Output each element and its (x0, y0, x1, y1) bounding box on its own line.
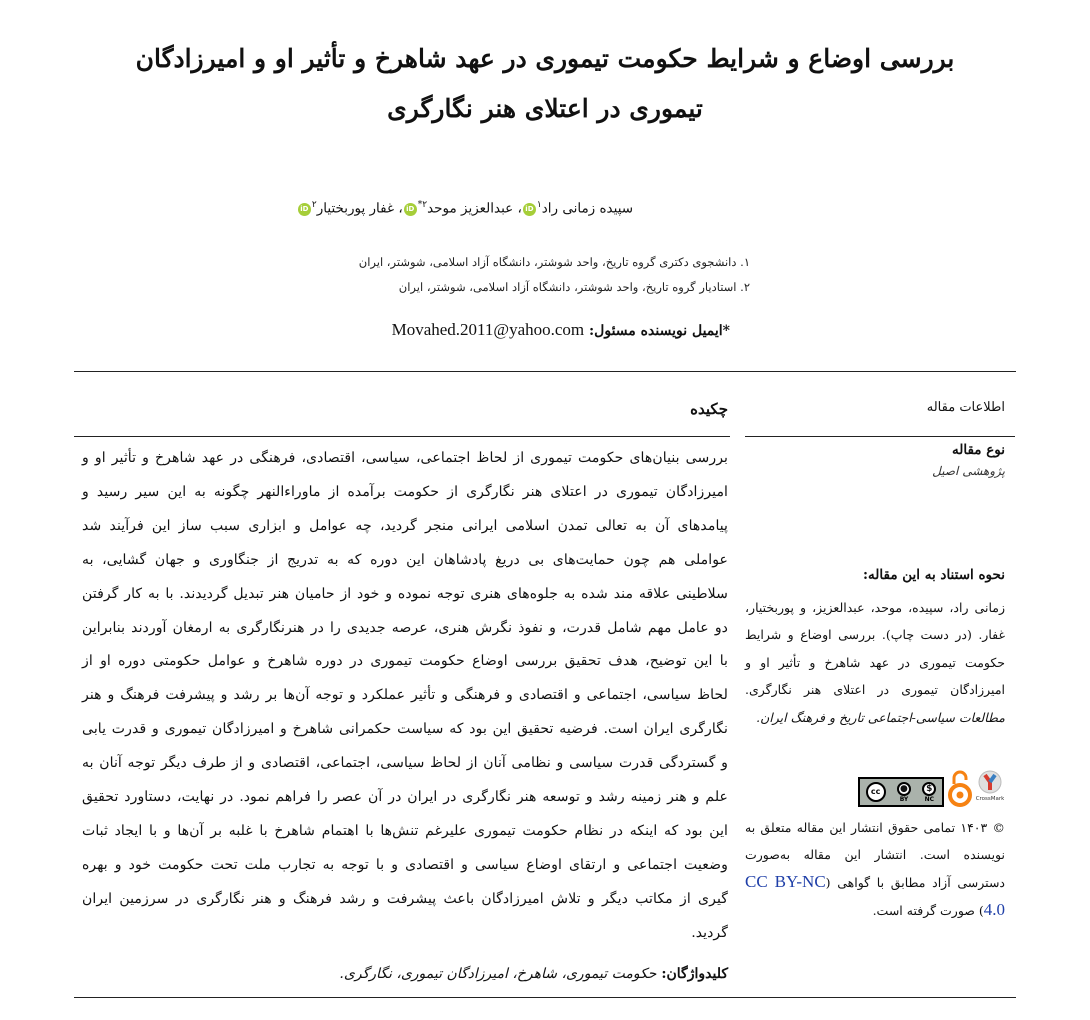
keywords (82, 966, 728, 982)
noncommercial-icon: $ (922, 782, 936, 796)
corresponding-email (290, 320, 730, 340)
author-affiliation-mark: ۱ (536, 200, 542, 210)
author-name: عبدالعزیز موحد (427, 200, 514, 217)
copyright-notice (745, 814, 1005, 924)
citation-text: زمانی راد، سپیده، موحد، عبدالعزیز، و پوربختیار، غفار. (در دست چاپ). بررسی اوضاع و شرایط حکومت تیموری در عهد شاهرخ و تأثیر او و امیرزادگان تیموری در اعتلای هنر نگارگری. (745, 599, 1005, 697)
keywords-label: کلیدواژگان: (656, 966, 728, 982)
orcid-icon[interactable]: iD (404, 203, 417, 216)
citation-label: نحوه استناد به این مقاله: (863, 567, 1005, 583)
nc-group (922, 782, 936, 803)
open-access-icon[interactable] (948, 770, 972, 808)
by-label: BY (899, 795, 909, 803)
cc-icon: cc (866, 782, 886, 802)
crossmark-label: CrossMark (976, 796, 1004, 802)
keywords-values: حکومت تیموری، شاهرخ، امیرزادگان تیموری، نگارگری. (339, 966, 657, 982)
attribution-icon: ● (897, 782, 911, 796)
article-type-value: پژوهشی اصیل (932, 464, 1005, 478)
abstract-body: بررسی بنیان‌های حکومت تیموری از لحاظ اجتماعی، سیاسی، اقتصادی، فرهنگی در عهد شاهرخ و تأثیر او و امیرزادگان تیموری در اعتلای هنر نگارگری از حکومت برآمده از ماوراءالنهر چگونه به این سیر رسید و پیامدهای آن به تعالی تمدن اسلامی ایرانی منجر گردید، چه عوامل و ابزاری سبب ساز این فرآیند شد عواملی هم چون حمایت‌های بی دریغ پادشاهان این دوره که به تدریج از جنگاوری و جهان گشایی، به سلاطینی علاقه مند شده به جلوه‌های هنری توجه نموده و خود از حامیان هنر تبدیل گردیدند. با به کار گرفتن دو عامل مهم شامل قدرت، و نفوذ نگرش هنری، عرصه جدیدی را در هنرنگارگری به ارمغان آوردند بنابراین با این توضیح، هدف تحقیق بررسی اوضاع حکومت تیموری در دوره شاهرخ و عوامل حکومتی دوره او از لحاظ سیاسی، اجتماعی و اقتصادی و فرهنگی و تأثیر عملکرد و توجه آن‌ها بر رشد و پیشرفت فرهنگ و هنر نگارگری ایران است. فرضیه تحقیق این بود که سیاست حکمرانی شاهرخ و امیرزادگان تیموری و قدرت یابی و گستردگی قدرت سیاسی و نظامی آنان از لحاظ سیاسی، اجتماعی، اقتصادی و از طرف دیگر توجه آنان به علم و هنر زمینه رشد و توسعه هنر نگارگری در ایران در آن عصر را فراهم نمود. در نهایت، دستاورد تحقیق این بود که اینکه در نظام حکومت تیموری علیرغم تنش‌ها با اهتمام شاهرخ با غلبه بر آن‌ها و با ایجاد ثبات وضعیت اجتماعی و ارتقای اوضاع سیاسی و اقتصادی و با توجه به تجارب ملت تحت حکومت خود و بهره گیری از مکاتب دیگر و تلاش امیرزادگان باعث پیشرفت و رشد فرهنگ و هنر نگارگری در سرزمین ایران گردید. (82, 450, 728, 941)
article-title (60, 34, 1030, 134)
author-affiliation-mark: ۲ (311, 200, 317, 210)
author-affiliation-mark: ۲* (417, 200, 428, 210)
affiliations (330, 250, 750, 300)
nc-label: NC (924, 795, 935, 803)
email-address[interactable]: Movahed.2011@yahoo.com (391, 320, 585, 339)
license-link[interactable]: CC BY-NC 4.0 (745, 872, 1005, 919)
title-line-1: بررسی اوضاع و شرایط حکومت تیموری در عهد شاهرخ و تأثیر او و امیرزادگان (135, 44, 955, 73)
orcid-icon[interactable]: iD (523, 203, 536, 216)
affiliation-item: ۲. استادیار گروه تاریخ، واحد شوشتر، دانشگاه آزاد اسلامی، شوشتر، ایران (398, 280, 750, 294)
crossmark-icon[interactable] (976, 770, 1004, 806)
article-type-block (745, 440, 1005, 478)
divider (74, 997, 1016, 998)
affiliation-item: ۱. دانشجوی دکتری گروه تاریخ، واحد شوشتر، دانشگاه آزاد اسلامی، شوشتر، ایران (358, 255, 750, 269)
abstract-heading: چکیده (690, 400, 728, 418)
author-separator: ، (394, 200, 403, 217)
divider (74, 436, 730, 437)
citation-block (745, 560, 1005, 731)
orcid-icon[interactable]: iD (298, 203, 311, 216)
email-label: *ایمیل نویسنده مسئول: (584, 323, 730, 339)
author-name: غفار پوربختیار (316, 200, 395, 217)
copyright-text: © ۱۴۰۳ تمامی حقوق انتشار این مقاله متعلق به نویسنده است. انتشار این مقاله به‌صورت دسترسی آزاد مطابق با گواهی ( (745, 820, 1005, 890)
article-info-heading: اطلاعات مقاله (926, 400, 1005, 415)
article-type-label: نوع مقاله (951, 442, 1005, 458)
author-name: سپیده زمانی راد (541, 200, 634, 217)
divider (745, 436, 1015, 437)
author-separator: ، (513, 200, 522, 217)
citation-journal: مطالعات سیاسی-اجتماعی تاریخ و فرهنگ ایران. (756, 709, 1005, 725)
divider (74, 371, 1016, 372)
copyright-tail: ) صورت گرفته است. (872, 903, 984, 918)
cc-license-badge[interactable] (858, 777, 944, 807)
author-list (200, 200, 730, 217)
title-line-2: تیموری در اعتلای هنر نگارگری (387, 94, 703, 123)
by-group (897, 782, 911, 803)
